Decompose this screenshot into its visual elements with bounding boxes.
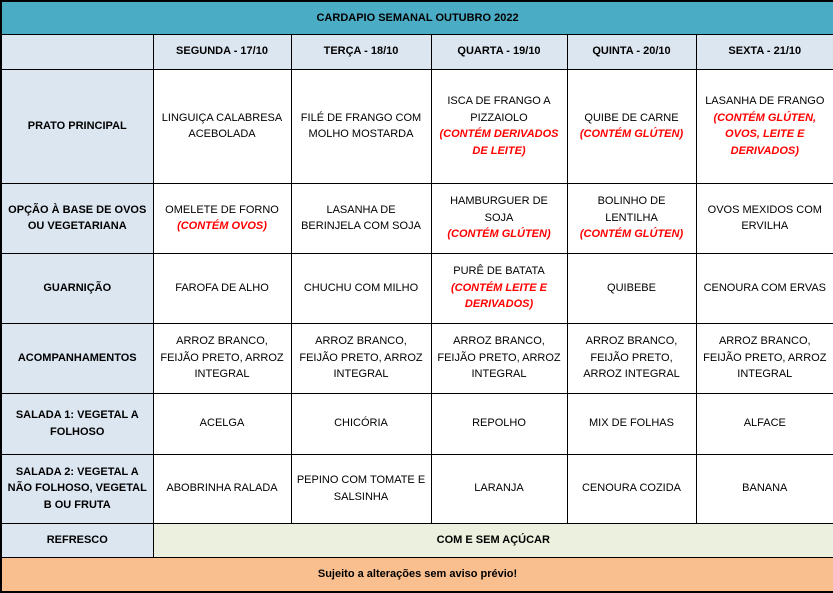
allergen-note: (CONTÉM GLÚTEN)	[579, 228, 684, 241]
menu-cell	[431, 253, 567, 323]
table-row-salada-2	[1, 454, 833, 523]
menu-cell	[153, 393, 291, 454]
dish-name: LARANJA	[474, 482, 524, 495]
dish-name: LASANHA DE BERINJELA COM SOJA	[301, 203, 421, 232]
day-header-thursday: QUINTA - 20/10	[567, 34, 696, 69]
menu-cell	[567, 69, 696, 183]
dish-name: ACELGA	[199, 417, 245, 430]
menu-cell	[696, 253, 833, 323]
menu-cell	[696, 454, 833, 523]
dish-name: FILÉ DE FRANGO COM MOLHO MOSTARDA	[300, 111, 422, 140]
dish-name: REPOLHO	[472, 417, 526, 430]
day-header-wednesday: QUARTA - 19/10	[431, 34, 567, 69]
dish-name: LINGUIÇA CALABRESA ACEBOLADA	[161, 111, 283, 140]
refresco-value: COM E SEM AÇÚCAR	[153, 523, 833, 557]
day-header-monday: SEGUNDA - 17/10	[153, 34, 291, 69]
allergen-note: (CONTÉM GLÚTEN)	[447, 228, 551, 241]
menu-cell	[696, 323, 833, 393]
dish-name: CENOURA COM ERVAS	[703, 281, 827, 294]
dish-name: QUIBE DE CARNE	[584, 111, 679, 124]
dish-name: CHUCHU COM MILHO	[303, 281, 419, 294]
dish-name: ARROZ BRANCO, FEIJÃO PRETO, ARROZ INTEGRAL	[583, 335, 680, 381]
dish-name: ISCA DE FRANGO A PIZZAIOLO	[447, 95, 551, 124]
menu-cell	[696, 393, 833, 454]
row-label: ACOMPANHAMENTOS	[1, 323, 153, 393]
menu-cell	[567, 183, 696, 253]
menu-cell	[291, 393, 431, 454]
dish-name: BOLINHO DE LENTILHA	[597, 195, 666, 224]
menu-cell	[153, 323, 291, 393]
menu-cell	[696, 69, 833, 183]
dish-name: CENOURA COZIDA	[581, 482, 681, 495]
dish-name: LASANHA DE FRANGO	[705, 95, 825, 107]
dish-name: ARROZ BRANCO, FEIJÃO PRETO, ARROZ INTEGRAL	[160, 335, 284, 381]
dish-name: ARROZ BRANCO, FEIJÃO PRETO, ARROZ INTEGRAL	[703, 335, 827, 381]
menu-cell	[567, 253, 696, 323]
menu-cell	[431, 454, 567, 523]
menu-cell	[431, 69, 567, 183]
dish-name: ABOBRINHA RALADA	[166, 482, 278, 495]
day-header-row	[1, 34, 833, 69]
menu-cell	[431, 393, 567, 454]
dish-name: MIX DE FOLHAS	[589, 417, 674, 430]
menu-cell	[567, 454, 696, 523]
dish-name: QUIBEBE	[607, 281, 656, 294]
menu-cell	[291, 253, 431, 323]
table-row-opcao-vegetariana	[1, 183, 833, 253]
dish-name: BANANA	[742, 482, 788, 495]
menu-cell	[431, 183, 567, 253]
row-label: OPÇÃO À BASE DE OVOS OU VEGETARIANA	[1, 183, 153, 253]
menu-cell	[153, 253, 291, 323]
allergen-note: (CONTÉM GLÚTEN)	[579, 128, 684, 140]
dish-name: ALFACE	[743, 417, 786, 430]
table-row-refresco	[1, 523, 833, 557]
menu-cell	[291, 183, 431, 253]
table-row-acompanhamentos	[1, 323, 833, 393]
row-label: PRATO PRINCIPAL	[1, 69, 153, 183]
menu-cell	[153, 69, 291, 183]
menu-cell	[291, 323, 431, 393]
allergen-note: (CONTÉM GLÚTEN, OVOS, LEITE E DERIVADOS)	[713, 111, 817, 157]
menu-cell	[291, 69, 431, 183]
footer-row	[1, 557, 833, 592]
menu-cell	[431, 323, 567, 393]
dish-name: OMELETE DE FORNO	[165, 203, 279, 216]
dish-name: PURÊ DE BATATA	[453, 265, 545, 278]
row-label: SALADA 2: VEGETAL A NÃO FOLHOSO, VEGETAL B OU FRUTA	[1, 454, 153, 523]
menu-cell	[567, 393, 696, 454]
menu-cell	[153, 454, 291, 523]
day-header-friday: SEXTA - 21/10	[696, 34, 833, 69]
allergen-note: (CONTÉM OVOS)	[177, 220, 267, 232]
dish-name: ARROZ BRANCO, FEIJÃO PRETO, ARROZ INTEGRAL	[299, 335, 423, 381]
menu-cell	[567, 323, 696, 393]
table-row-guarnicao	[1, 253, 833, 323]
disclaimer-note: Sujeito a alterações sem aviso prévio!	[1, 557, 833, 592]
dish-name: HAMBURGUER DE SOJA	[450, 195, 548, 224]
table-row-salada-1	[1, 393, 833, 454]
dish-name: CHICÓRIA	[334, 417, 388, 430]
table-row-prato-principal	[1, 69, 833, 183]
menu-cell	[291, 454, 431, 523]
allergen-note: (CONTÉM DERIVADOS DE LEITE)	[439, 128, 559, 157]
allergen-note: (CONTÉM LEITE E DERIVADOS)	[451, 281, 547, 311]
dish-name: PEPINO COM TOMATE E SALSINHA	[296, 474, 426, 503]
page-title: CARDAPIO SEMANAL OUTUBRO 2022	[1, 1, 833, 34]
dish-name: OVOS MEXIDOS COM ERVILHA	[707, 203, 822, 232]
day-header-tuesday: TERÇA - 18/10	[291, 34, 431, 69]
row-label: SALADA 1: VEGETAL A FOLHOSO	[1, 393, 153, 454]
dish-name: ARROZ BRANCO, FEIJÃO PRETO, ARROZ INTEGRAL	[437, 335, 561, 381]
menu-cell	[153, 183, 291, 253]
row-label: GUARNIÇÃO	[1, 253, 153, 323]
title-row	[1, 1, 833, 34]
corner-cell	[1, 34, 153, 69]
row-label: REFRESCO	[1, 523, 153, 557]
dish-name: FAROFA DE ALHO	[175, 281, 269, 294]
menu-cell	[696, 183, 833, 253]
